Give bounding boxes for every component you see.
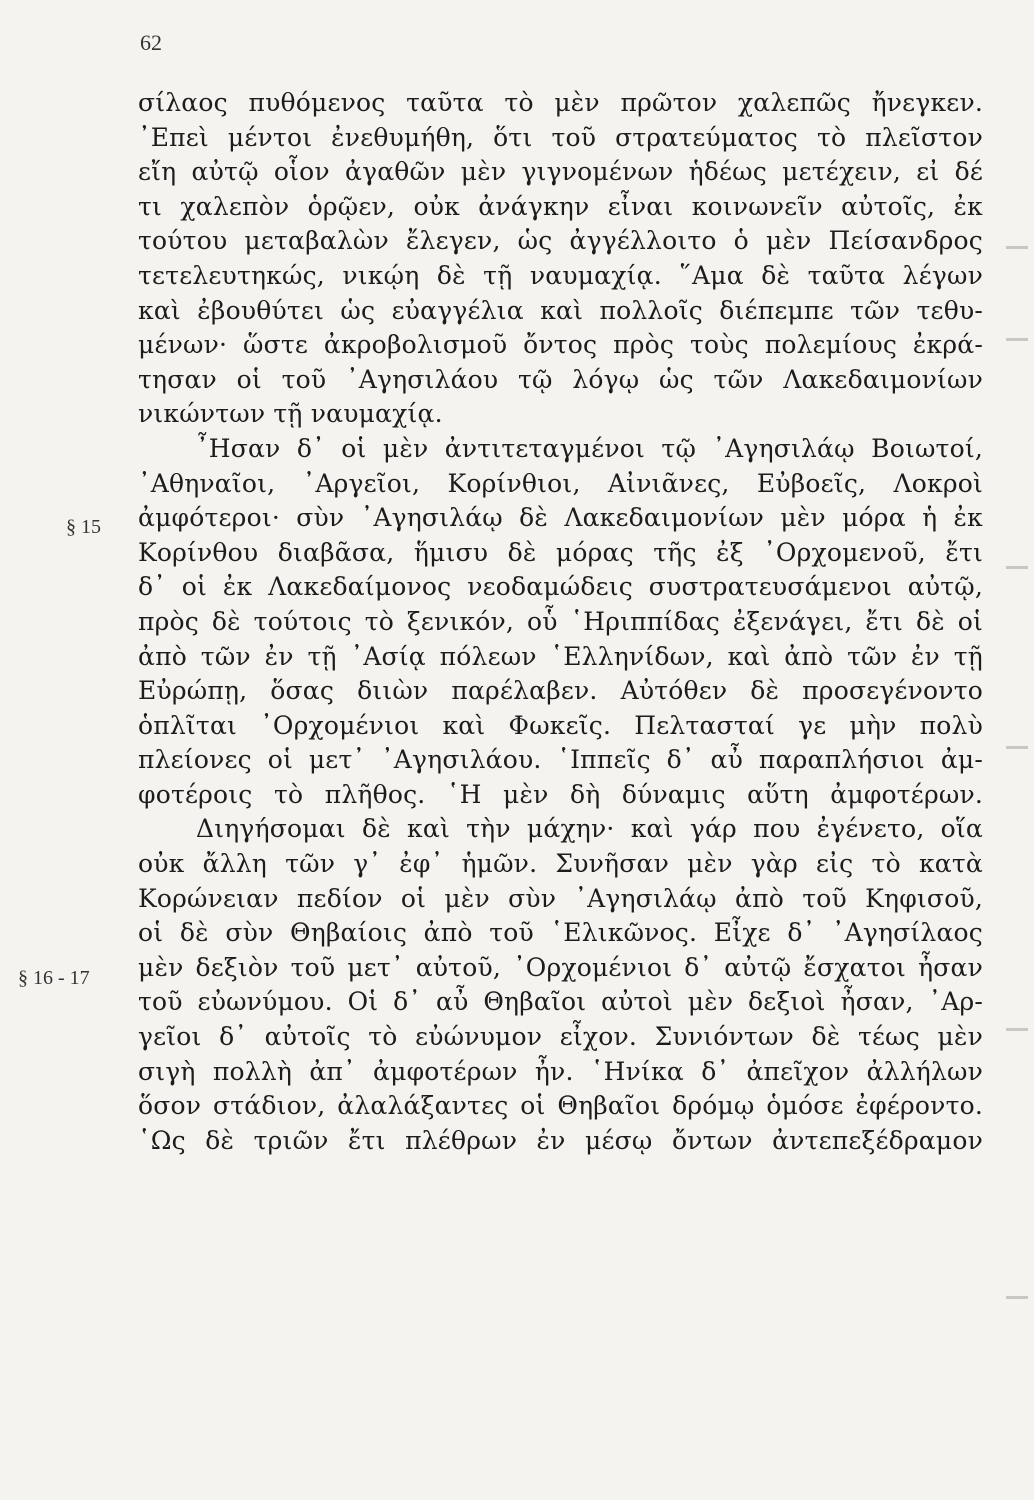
text-line: τοῦ εὐωνύμου. Οἱ δ᾽ αὖ Θηβαῖοι αὐτοὶ μὲν δεξιοὶ ἦσαν, ᾽Αρ- [138,987,983,1017]
text-line: Κορώνειαν πεδίον οἱ μὲν σὺν ᾽Αγησιλάῳ ἀπὸ τοῦ Κηφισοῦ, [138,883,983,913]
text-line: ῾Ως δὲ τριῶν ἔτι πλέθρων ἐν μέσῳ ὄντων ἀντεπεξέδραμον [138,1125,983,1155]
edge-mark [1006,1296,1028,1299]
edge-mark [1006,566,1028,569]
text-line: ὁπλῖται ᾽Ορχομένιοι καὶ Φωκεῖς. Πελτασταί γε μὴν πολὺ [138,710,983,740]
text-line: πρὸς δὲ τούτοις τὸ ξενικόν, οὗ ῾Ηριππίδας ἐξενάγει, ἔτι δὲ οἱ [138,606,983,636]
text-line: γεῖοι δ᾽ αὐτοῖς τὸ εὐώνυμον εἶχον. Συνιόντων δὲ τέως μὲν [138,1022,983,1052]
text-line: μένων· ὥστε ἀκροβολισμοῦ ὄντος πρὸς τοὺς πολεμίους ἐκρά- [138,330,983,360]
edge-mark [1006,338,1028,341]
text-line: ῏Ησαν δ᾽ οἱ μὲν ἀντιτεταγμένοι τῷ ᾽Αγησιλάῳ Βοιωτοί, [196,433,983,463]
text-line: νικώντων τῇ ναυμαχίᾳ. [138,399,443,429]
text-line: σίλαος πυθόμενος ταῦτα τὸ μὲν πρῶτον χαλεπῶς ἤνεγκεν. [138,88,983,117]
edge-mark [1006,746,1028,749]
text-line: πλείονες οἱ μετ᾽ ᾽Αγησιλάου. ῾Ιππεῖς δ᾽ αὖ παραπλήσιοι ἀμ- [138,745,983,775]
text-line: εἴη αὐτῷ οἷον ἀγαθῶν μὲν γιγνομένων ἡδέως μετέχειν, εἰ δέ [138,157,983,187]
text-line: καὶ ἐβουθύτει ὡς εὐαγγέλια καὶ πολλοῖς διέπεμπε τῶν τεθυ- [138,295,983,325]
text-line: Εὐρώπῃ, ὅσας διιὼν παρέλαβεν. Αὐτόθεν δὲ προσεγένοντο [138,676,983,706]
text-line: Κορίνθου διαβᾶσα, ἥμισυ δὲ μόρας τῆς ἐξ ᾽Ορχομενοῦ, ἔτι [138,537,983,567]
text-line: Διηγήσομαι δὲ καὶ τὴν μάχην· καὶ γάρ που ἐγένετο, οἵα [196,814,983,844]
text-line: τετελευτηκώς, νικῴη δὲ τῇ ναυμαχίᾳ. ῞Αμα δὲ ταῦτα λέγων [138,260,983,290]
edge-mark [1006,1028,1028,1031]
section-marker-15: § 15 [66,516,101,538]
text-line: ὅσον στάδιον, ἀλαλάξαντες οἱ Θηβαῖοι δρόμῳ ὁμόσε ἐφέροντο. [138,1091,983,1121]
text-line: ᾽Επεὶ μέντοι ἐνεθυμήθη, ὅτι τοῦ στρατεύματος τὸ πλεῖστον [138,122,983,152]
text-line: οὐκ ἄλλη τῶν γ᾽ ἐφ᾽ ἡμῶν. Συνῆσαν μὲν γὰρ εἰς τὸ κατὰ [138,849,983,879]
edge-mark [1006,246,1028,249]
text-line: ᾽Αθηναῖοι, ᾽Αργεῖοι, Κορίνθιοι, Αἰνιᾶνες, Εὐβοεῖς, Λοκροὶ [138,468,983,498]
text-line: φοτέροις τὸ πλῆθος. ῾Η μὲν δὴ δύναμις αὕτη ἀμφοτέρων. [138,779,983,809]
text-line: μὲν δεξιὸν τοῦ μετ᾽ αὐτοῦ, ᾽Ορχομένιοι δ᾽ αὐτῷ ἔσχατοι ἦσαν [138,952,983,982]
text-line: ἀπὸ τῶν ἐν τῇ ᾽Ασίᾳ πόλεων ῾Ελληνίδων, καὶ ἀπὸ τῶν ἐν τῇ [138,641,983,671]
text-line: τι χαλεπὸν ὁρῷεν, οὐκ ἀνάγκην εἶναι κοινωνεῖν αὐτοῖς, ἐκ [138,191,983,221]
text-line: οἱ δὲ σὺν Θηβαίοις ἀπὸ τοῦ ῾Ελικῶνος. Εἶχε δ᾽ ᾽Αγησίλαος [138,918,983,948]
text-line: σιγὴ πολλὴ ἀπ᾽ ἀμφοτέρων ἦν. ῾Ηνίκα δ᾽ ἀπεῖχον ἀλλήλων [138,1056,983,1086]
page-number: 62 [140,30,162,55]
text-line: τησαν οἱ τοῦ ᾽Αγησιλάου τῷ λόγῳ ὡς τῶν Λακεδαιμονίων [138,364,983,394]
text-line: ἀμφότεροι· σὺν ᾽Αγησιλάῳ δὲ Λακεδαιμονίων μὲν μόρα ἡ ἐκ [138,503,983,533]
main-text [138,86,983,1158]
text-line: τούτου μεταβαλὼν ἔλεγεν, ὡς ἀγγέλλοιτο ὁ μὲν Πείσανδρος [138,226,983,256]
text-line: δ᾽ οἱ ἐκ Λακεδαίμονος νεοδαμώδεις συστρατευσάμενοι αὐτῷ, [138,572,983,602]
section-marker-16-17: § 16 - 17 [18,967,90,989]
